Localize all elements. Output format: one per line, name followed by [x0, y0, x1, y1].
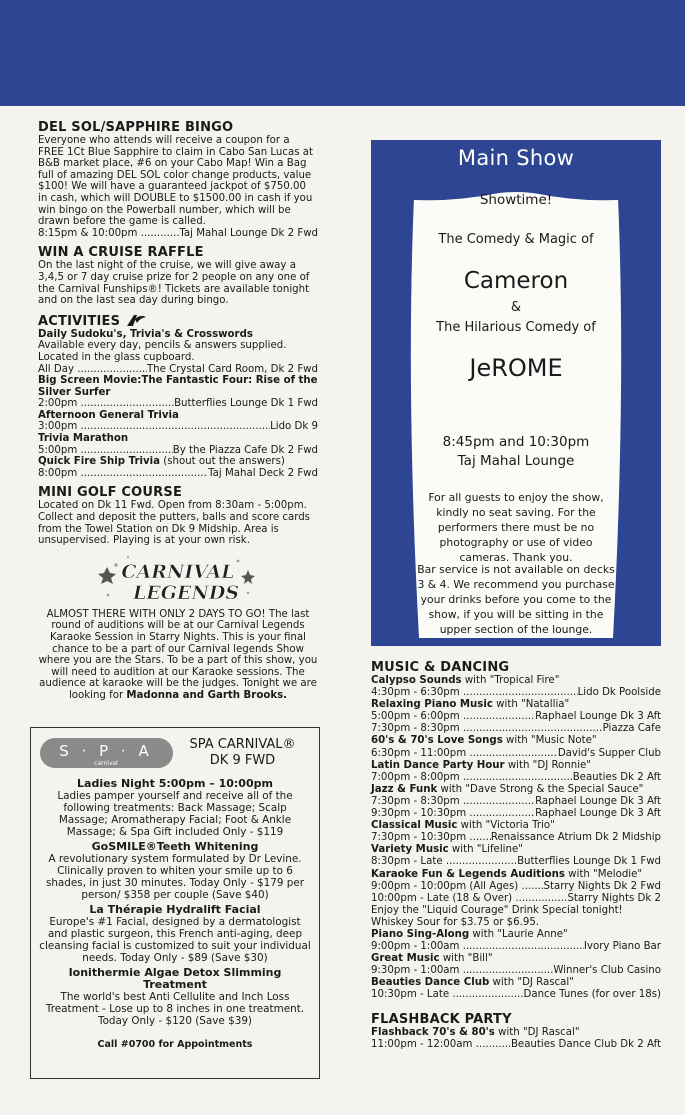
flashback-title: FLASHBACK PARTY [371, 1011, 512, 1027]
top-banner [0, 0, 685, 106]
activities-title [38, 313, 318, 329]
music-item-name: Variety Music [371, 844, 449, 856]
music-item-name: Latin Dance Party Hour [371, 759, 505, 771]
show-times: 8:45pm and 10:30pm [442, 434, 590, 450]
activity-schedule [38, 421, 318, 433]
activity-place: By the Piazza Cafe Dk 2 Fwd [172, 444, 318, 456]
music-item-with: with "Bill" [442, 953, 493, 965]
music-time: 9:00pm - 1:00am ..... [371, 941, 584, 953]
show-amp: & [510, 300, 522, 315]
legends-logo-line1: CARNIVAL [121, 560, 235, 583]
activity-time: 5:00pm ..... [38, 445, 173, 457]
music-item-name: Relaxing Piano Music [371, 699, 493, 711]
music-time: 7:00pm - 8:00pm ..... [371, 772, 573, 784]
music-item [371, 760, 661, 772]
activity-time: 8:00pm ..... [38, 468, 208, 480]
spa-logo-sub: carnival [94, 760, 118, 767]
legends-highlight: Madonna and Garth Brooks. [126, 689, 288, 701]
spa-title [174, 737, 311, 769]
carnival-legends-logo [98, 553, 258, 605]
music-slot [371, 723, 661, 735]
music-place: Dance Tunes (for over 18s) [523, 989, 661, 1001]
music-slot [371, 965, 661, 977]
music-time: 8:30pm - Late ..... [371, 856, 517, 868]
raffle-body: On the last night of the cruise, we will give away a 3,4,5 or 7 day cruise prize for 2 people on any one of the Carnival Funships®! Tickets are available tonight and on the last sea day during bingo. [38, 260, 310, 307]
right-column [371, 140, 661, 1051]
bingo-schedule [38, 228, 318, 240]
main-show-title: Main Show [457, 146, 575, 170]
activity-place: The Crystal Card Room, Dk 2 Fwd [146, 363, 318, 375]
activity-note: (shout out the answers) [163, 456, 285, 468]
bingo-title: DEL SOL/SAPPHIRE BINGO [38, 120, 234, 135]
spa-item-desc: The world's best Anti Cellulite and Inch Loss Treatment - Lose up to 8 inches in one treatment. Today Only - $120 (Save $39) [45, 991, 305, 1027]
activity-schedule [38, 445, 318, 457]
music-place: Piazza Cafe [602, 723, 661, 735]
carnival-funnel-icon [125, 313, 147, 327]
activity-name-line [38, 456, 318, 468]
music-extra: Enjoy the "Liquid Courage" Drink Special tonight! Whiskey Sour for $3.75 or $6.95. [371, 904, 623, 928]
music-time: 6:30pm - 11:00pm ..... [371, 748, 558, 760]
music-slot [371, 832, 661, 844]
music-place: Winner's Club Casino [553, 965, 661, 977]
golf-body: Located on Dk 11 Fwd. Open from 8:30am - 5:00pm. Collect and deposit the putters, balls and score cards from the Towel Station on Dk 9 Midship. Area is unsupervised. Playing is at your own risk. [38, 500, 310, 547]
flashback-item [371, 1027, 661, 1039]
golf-section [38, 485, 318, 546]
activity-schedule [38, 398, 318, 410]
music-slot [371, 808, 661, 820]
music-slot [371, 796, 661, 808]
activity-desc: Available every day, pencils & answers supplied. Located in the glass cupboard. [38, 340, 287, 363]
music-time: 9:30pm - 1:00am ..... [371, 965, 553, 977]
music-slot [371, 989, 661, 1001]
bingo-time: 8:15pm & 10:00pm ..... [38, 228, 179, 240]
music-item [371, 820, 661, 832]
spa-carnival-logo [39, 736, 174, 770]
music-time: 10:00pm - Late (18 & Over) ..... [371, 893, 567, 905]
music-time: 9:00pm - 10:00pm (All Ages) ..... [371, 881, 544, 893]
activity-schedule [38, 468, 318, 480]
legends-logo-line2: LEGENDS [132, 581, 240, 604]
music-slot [371, 893, 661, 905]
spa-item-name: GoSMILE®Teeth Whitening [91, 840, 259, 853]
music-time: 7:30pm - 8:30pm ..... [371, 796, 535, 808]
music-item-with: with "DJ Ronnie" [507, 759, 591, 771]
activity-name: Quick Fire Ship Trivia [38, 456, 160, 468]
flashback-name: Flashback 70's & 80's [371, 1026, 495, 1038]
spa-item-name: Ionithermie Algae Detox Slimming Treatment [68, 966, 282, 991]
music-item-name: Karaoke Fun & Legends Auditions [371, 868, 565, 880]
activity-place: Butterflies Lounge Dk 1 Fwd [174, 398, 318, 410]
music-item-with: with "Melodie" [568, 868, 643, 880]
music-item-with: with "Lifeline" [451, 844, 523, 856]
music-item-name: Piano Sing-Along [371, 928, 470, 940]
music-item [371, 953, 661, 965]
raffle-section [38, 245, 318, 306]
music-place: Raphael Lounge Dk 3 Aft [535, 808, 661, 820]
music-time: 7:30pm - 8:30pm ..... [371, 723, 603, 735]
music-slot [371, 856, 661, 868]
main-show-stage [389, 176, 643, 638]
activity-name: Big Screen Movie:The Fantastic Four: Rise of the Silver Surfer [38, 375, 318, 398]
activities-title-text: ACTIVITIES [38, 313, 121, 329]
spa-header [39, 736, 311, 770]
spa-item-desc: Ladies pamper yourself and receive all of the following treatments: Back Massage; Scalp Massage; Aromatherapy Facial; Foot & Ankle Massage; & Spa Gift included Only - $119 [57, 790, 293, 838]
music-item [371, 844, 661, 856]
music-item-name: Classical Music [371, 820, 458, 832]
flashback-with: with "DJ Rascal" [498, 1026, 580, 1038]
music-section [371, 660, 661, 1051]
activity-name: Afternoon General Trivia [38, 409, 179, 421]
legends-section [38, 553, 318, 702]
main-show-box [371, 140, 661, 646]
music-item-with: with "Tropical Fire" [464, 675, 560, 686]
bingo-section [38, 120, 318, 239]
spa-item-desc: Europe's #1 Facial, designed by a dermatologist and plastic surgeon, this French anti-aging, deep cleansing facial is customized to suit your individual needs. Today Only - $89 (Save $30) [39, 916, 311, 964]
music-item-name: Jazz & Funk [371, 783, 438, 795]
music-item [371, 735, 661, 747]
bingo-body: Everyone who attends will receive a coupon for a FREE 1Ct Blue Sapphire to claim in Cabo San Lucas at B&B market place, #6 on your Cabo Map! Win a Bag full of amazing DEL SOL color change products, value $100! We will have a guaranteed jackpot of $750.00 in cash, which will DOUBLE to $1500.00 in cash if you win bingo on the Powerball number, which will be drawn before the game is called. [38, 135, 313, 228]
spa-title-line2: DK 9 FWD [209, 753, 276, 768]
music-item-name: Great Music [371, 953, 440, 965]
show-line2: The Hilarious Comedy of [436, 320, 596, 335]
spa-title-line1: SPA CARNIVAL® [189, 737, 296, 752]
music-item-with: with "Victoria Trio" [460, 820, 555, 832]
activity-schedule [38, 364, 318, 376]
music-item [371, 784, 661, 796]
activity-time: 3:00pm ..... [38, 421, 270, 433]
left-column [38, 120, 318, 708]
music-slot [371, 748, 661, 760]
music-item-with: with "Natallia" [496, 699, 570, 711]
music-slot [371, 687, 661, 699]
music-item-with: with "Laurie Anne" [472, 928, 568, 940]
music-item [371, 977, 661, 989]
music-title: MUSIC & DANCING [371, 660, 510, 675]
legends-text: ALMOST THERE WITH ONLY 2 DAYS TO GO! The last round of auditions will be at our Carnival Legends Karaoke Session in Starry Nights. This is your final chance to be a part of our Carnival legends Show where you are the Stars. To be a part of this show, you will need to audition at our Karaoke sessions. The audience at karaoke will be the judges. Tonight we are looking for [38, 608, 318, 701]
show-performer2: JeROME [469, 354, 563, 382]
music-slot [371, 711, 661, 723]
spa-logo-text: S · P · A [59, 742, 153, 760]
music-place: Raphael Lounge Dk 3 Aft [535, 795, 661, 807]
music-place: Raphael Lounge Dk 3 Aft [535, 711, 661, 723]
golf-title: MINI GOLF COURSE [38, 485, 183, 501]
show-notice-seating: For all guests to enjoy the show, kindly no seat saving. For the performers there must be no photography or use of video cameras. Thank you. [428, 491, 604, 564]
music-place: Lido Dk Poolside [577, 687, 661, 699]
music-place: Butterflies Lounge Dk 1 Fwd [517, 856, 661, 868]
music-item-name: 60's & 70's Love Songs [371, 735, 503, 747]
music-time: 5:00pm - 6:00pm ..... [371, 711, 535, 723]
flashback-slot [371, 1039, 661, 1051]
spa-call: Call #0700 for Appointments [97, 1039, 253, 1050]
activity-name: Daily Sudoku's, Trivia's & Crosswords [38, 328, 253, 340]
activity-name: Trivia Marathon [38, 433, 129, 445]
music-slot [371, 881, 661, 893]
activity-place: Taj Mahal Deck 2 Fwd [208, 467, 318, 479]
show-showtime: Showtime! [479, 192, 553, 208]
music-item-with: with "Music Note" [506, 735, 597, 747]
legends-body [38, 609, 318, 702]
music-item [371, 675, 661, 687]
show-venue: Taj Mahal Lounge [457, 453, 575, 469]
music-item-name: Calypso Sounds [371, 675, 462, 686]
activities-section [38, 313, 318, 480]
music-place: Renaissance Atrium Dk 2 Midship [490, 832, 661, 844]
music-item [371, 869, 661, 881]
spa-item-desc: A revolutionary system formulated by Dr Levine. Clinically proven to whiten your smile up to 6 shades, in just 30 minutes. Today Only - $179 per person/ $358 per couple (Save $40) [45, 853, 305, 901]
spa-item-name: La Thérapie Hydralift Facial [89, 903, 261, 916]
show-notice-bar: Bar service is not available on decks 3 & 4. We recommend you purchase your drinks before you come to the show, if you will be sitting in the upper section of the lounge. [417, 563, 615, 636]
music-slot [371, 772, 661, 784]
raffle-title: WIN A CRUISE RAFFLE [38, 245, 204, 261]
spa-item-name: Ladies Night 5:00pm – 10:00pm [77, 777, 273, 790]
music-item-with: with "Dave Strong & the Special Sauce" [440, 783, 644, 795]
music-place: Starry Nights Dk 2 [567, 892, 661, 904]
music-place: David's Supper Club [557, 747, 661, 759]
bingo-place: Taj Mahal Lounge Dk 2 Fwd [179, 227, 318, 239]
show-performer1: Cameron [463, 268, 569, 294]
music-time: 7:30pm - 10:30pm ..... [371, 832, 491, 844]
music-time: 10:30pm - Late ..... [371, 989, 524, 1001]
show-line1: The Comedy & Magic of [438, 232, 594, 247]
activity-time: 2:00pm ..... [38, 398, 174, 410]
music-slot [371, 941, 661, 953]
music-time: 4:30pm - 6:30pm ..... [371, 687, 578, 699]
music-time: 9:30pm - 10:30pm ..... [371, 808, 535, 820]
activity-time: All Day ..... [38, 364, 147, 376]
flashback-place: Beauties Dance Club Dk 2 Aft [510, 1038, 661, 1050]
music-item-with: with "DJ Rascal" [492, 977, 574, 989]
music-place: Ivory Piano Bar [583, 941, 661, 953]
music-item-name: Beauties Dance Club [371, 977, 490, 989]
music-place: Beauties Dk 2 Aft [572, 771, 661, 783]
music-item [371, 929, 661, 941]
music-place: Starry Nights Dk 2 Fwd [543, 880, 661, 892]
activity-place: Lido Dk 9 [270, 421, 318, 433]
spa-box [30, 727, 320, 1079]
music-item [371, 699, 661, 711]
flashback-time: 11:00pm - 12:00am ..... [371, 1039, 511, 1051]
